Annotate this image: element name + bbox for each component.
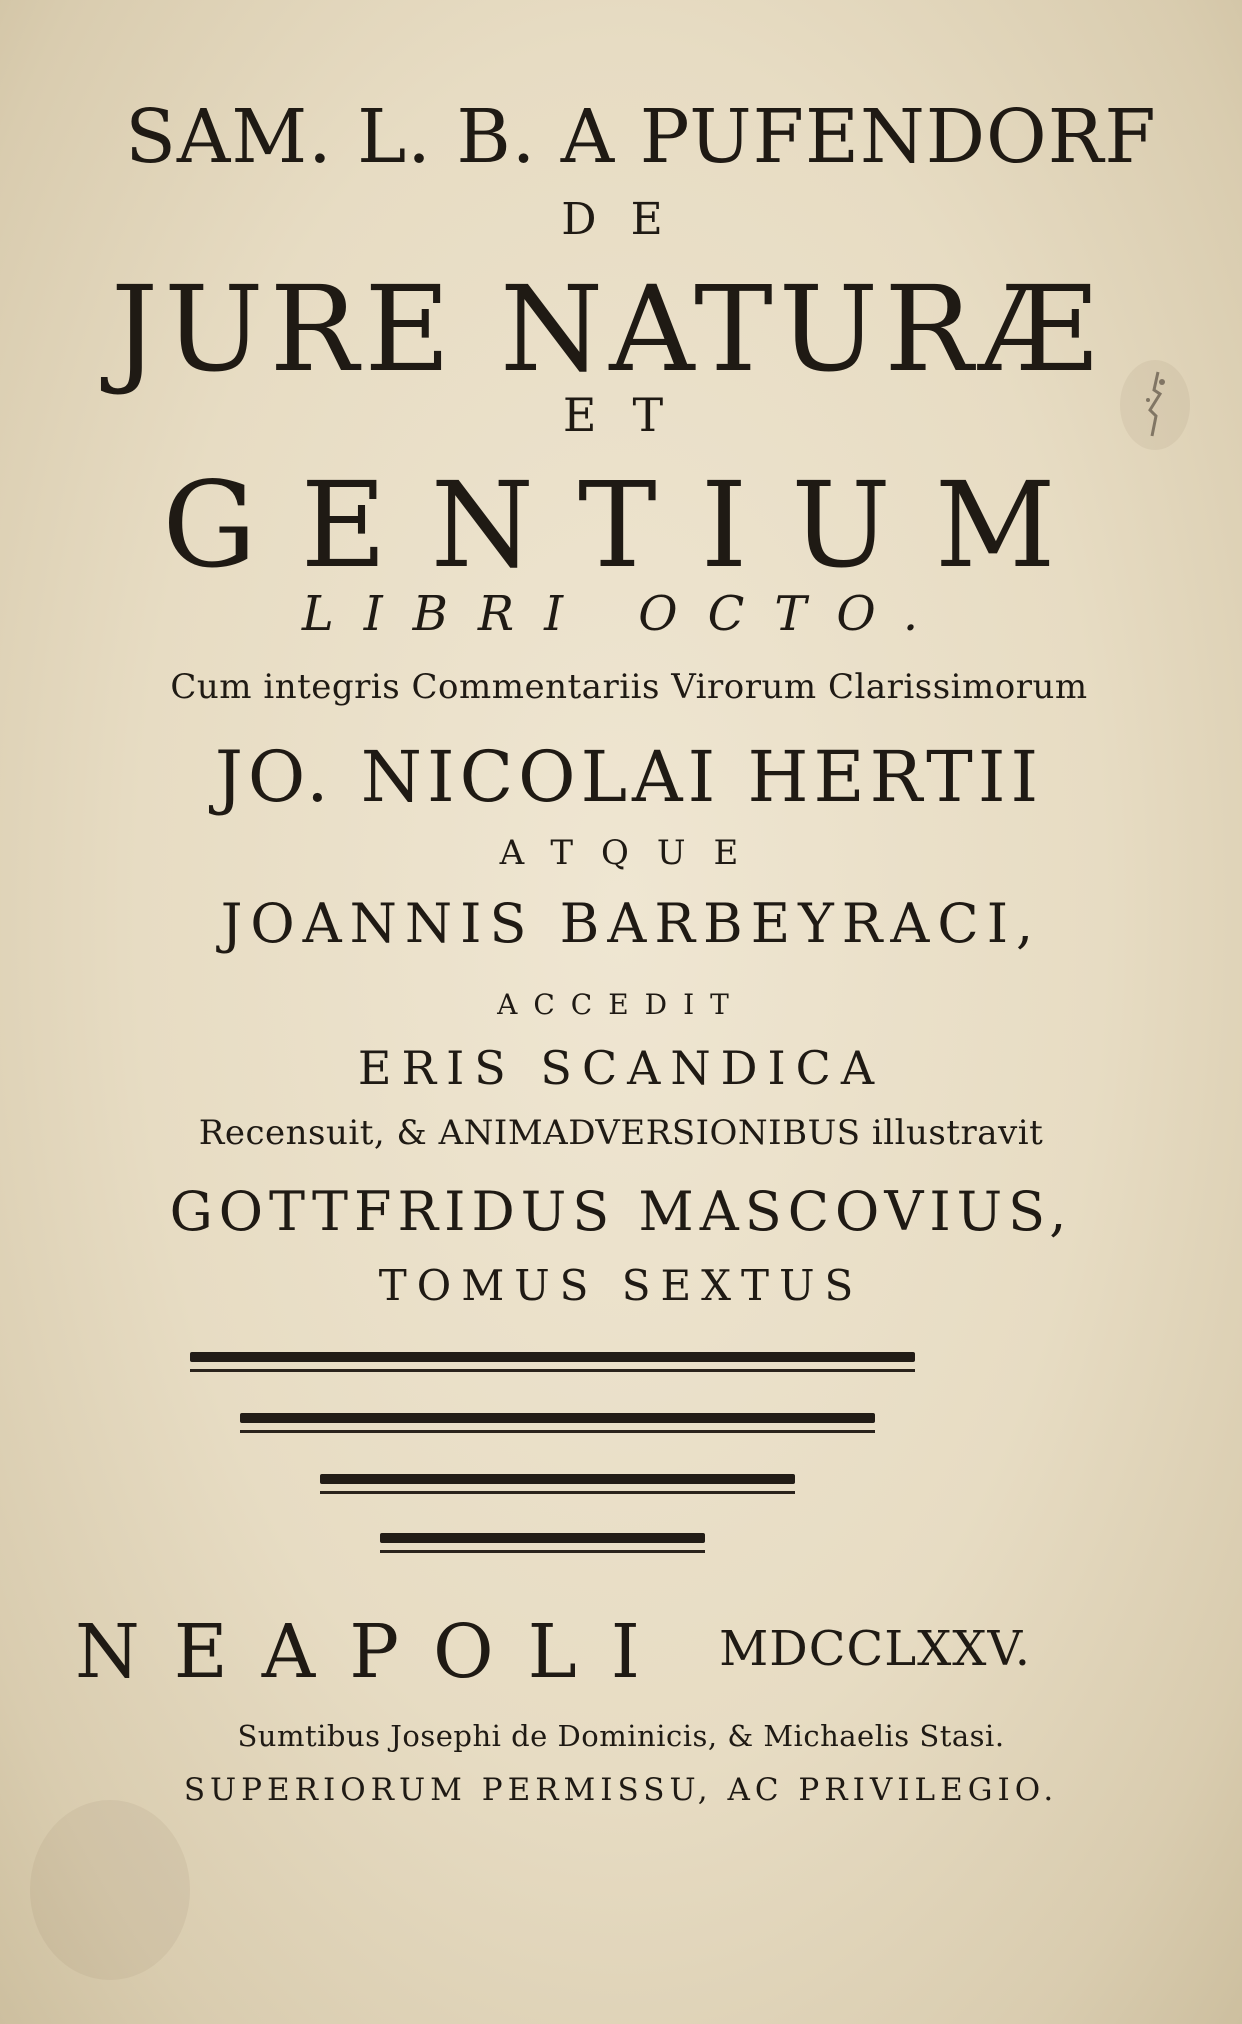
- imprint-place: NEAPOLI: [75, 1609, 675, 1695]
- publishers-line: Sumtibus Josephi de Dominicis, & Michaelis Stasi.: [237, 1719, 1005, 1753]
- conjunction-line: ATQUE: [499, 833, 767, 873]
- commentator-hertius: JO. NICOLAI HERTII: [214, 736, 1044, 818]
- et-line: ET: [562, 388, 700, 442]
- permission-line: SUPERIORUM PERMISSU, AC PRIVILEGIO.: [183, 1772, 1059, 1808]
- title-second: GENTIUM: [162, 456, 1100, 594]
- commentary-intro: Cum integris Commentariis Virorum Clarissimorum: [170, 667, 1088, 707]
- editor-intro: Recensuit, & ANIMADVERSIONIBUS illustravit: [198, 1113, 1044, 1153]
- editor-name: GOTTFRIDUS MASCOVIUS,: [169, 1180, 1073, 1243]
- supplement-title: ERIS SCANDICA: [357, 1041, 885, 1095]
- imprint-year: MDCCLXXV.: [719, 1621, 1031, 1677]
- title-main: JURE NATURÆ: [110, 260, 1104, 398]
- paper-stain: [30, 1800, 190, 1980]
- books-line: LIBRI OCTO.: [301, 586, 949, 642]
- imprint-row: [75, 1609, 1075, 1695]
- accedit-line: ACCEDIT: [497, 988, 745, 1021]
- volume-line: TOMUS SEXTUS: [378, 1261, 864, 1310]
- commentator-barbeyrac: JOANNIS BARBEYRACI,: [220, 892, 1042, 955]
- de-line: DE: [561, 194, 697, 245]
- author-line: SAM. L. B. A PUFENDORF: [125, 94, 1157, 180]
